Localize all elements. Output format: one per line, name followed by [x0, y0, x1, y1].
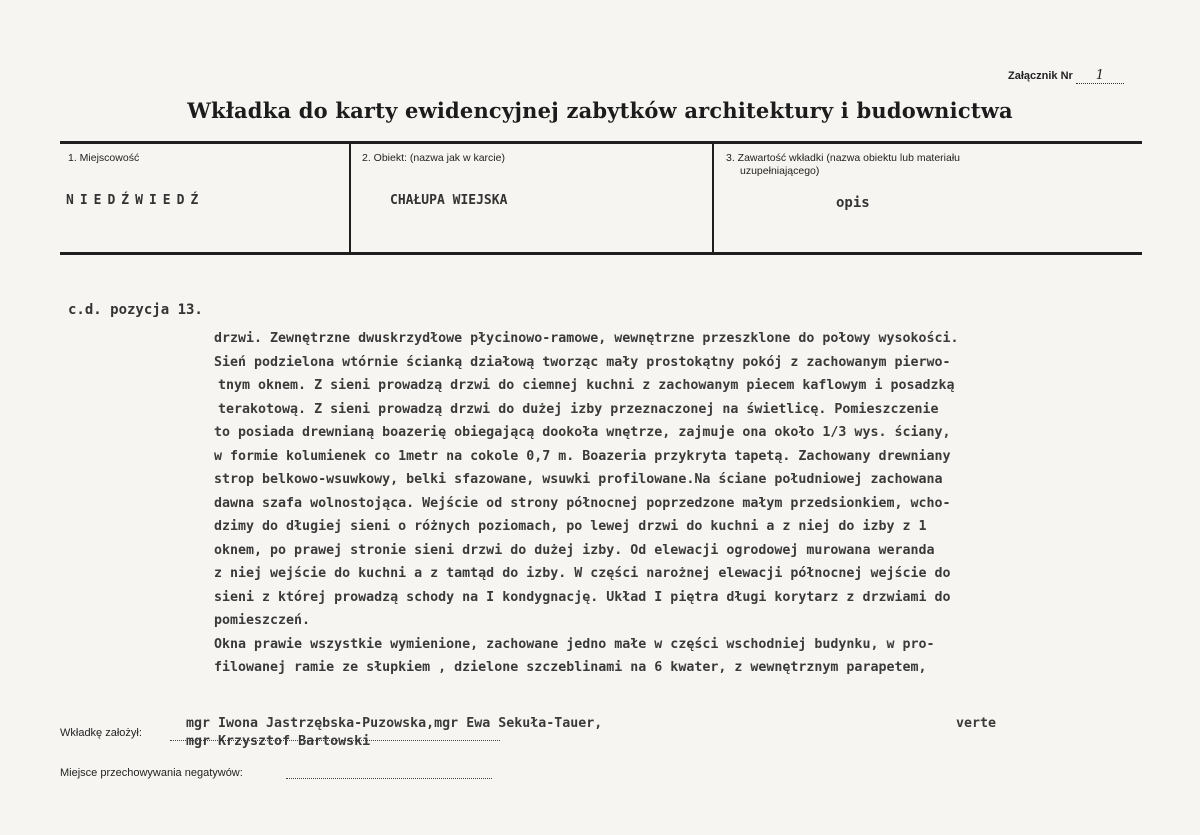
text-line: z niej wejście do kuchni a z tamtąd do izby. W części narożnej elewacji północnej wejście do [214, 566, 951, 581]
contents-label-line2: uzupełniającego) [740, 165, 820, 177]
text-line: oknem, po prawej stronie sieni drzwi do dużej izby. Od elewacji ogrodowej murowana weranda [214, 542, 935, 558]
locality-label: 1. Miejscowość [68, 152, 140, 164]
contents-label-line1: 3. Zawartość wkładki (nazwa obiektu lub materiału [726, 152, 961, 164]
author-label: Wkładkę założył: [60, 727, 142, 739]
text-line: Sień podzielona wtórnie ścianką działową tworząc mały prostokątny pokój z zachowanym pierwo- [214, 354, 951, 370]
cell-divider-1 [349, 141, 351, 255]
continuation-note: c.d. pozycja 13. [68, 302, 203, 318]
contents-value: opis [836, 195, 870, 211]
text-line: pomieszczeń. [214, 613, 311, 628]
text-line: dawna szafa wolnostojąca. Wejście od strony północnej poprzedzone małym przedsionkiem, wcho- [214, 495, 951, 511]
text-line: sieni z której prowadzą schody na I kondygnację. Układ I piętra długi korytarz z drzwiami do [214, 589, 951, 605]
authors-line-2: mgr Krzysztof Bartowski [186, 734, 371, 749]
locality-value: NIEDŹWIEDŹ [66, 193, 205, 208]
description-text [214, 327, 1180, 680]
text-line: filowanej ramie ze słupkiem , dzielone szczeblinami na 6 kwater, z wewnętrznym parapetem, [214, 660, 927, 675]
table-bottom-border [60, 252, 1142, 255]
text-line: to posiada drewnianą boazerię obiegającą dookoła wnętrze, zajmuje ona około 1/3 wys. ściany, [214, 425, 951, 440]
object-value: CHAŁUPA WIEJSKA [390, 193, 508, 208]
authors-line-1: mgr Iwona Jastrzębska-Puzowska,mgr Ewa Sekuła-Tauer, [186, 716, 603, 731]
cell-divider-2 [712, 141, 714, 255]
text-line: Okna prawie wszystkie wymienione, zachowane jedno małe w części wschodniej budynku, w pro- [214, 636, 935, 652]
text-line: w formie kolumienek co 1metr na cokole 0,7 m. Boazeria przykryta tapetą. Zachowany drewniany [214, 448, 951, 464]
text-line: strop belkowo-wsuwkowy, belki sfazowane, wsuwki profilowane.Na ściane południowej zachowana [214, 472, 943, 487]
contents-label [726, 152, 960, 178]
annex-label: Załącznik Nr [1008, 70, 1073, 82]
page-title: Wkładka do karty ewidencyjnej zabytków architektury i budownictwa [187, 98, 1013, 123]
table-top-border [60, 141, 1142, 144]
object-label: 2. Obiekt: (nazwa jak w karcie) [362, 152, 505, 164]
negatives-dotted-line [286, 777, 492, 779]
text-line: tnym oknem. Z sieni prowadzą drzwi do ciemnej kuchni z zachowanym piecem kaflowym i posadzką [218, 378, 955, 393]
text-line: terakotową. Z sieni prowadzą drzwi do dużej izby przeznaczonej na świetlicę. Pomieszczenie [218, 401, 939, 417]
verte-note: verte [956, 716, 997, 731]
text-line: drzwi. Zewnętrzne dwuskrzydłowe płycinowo-ramowe, wewnętrzne przeszklone do połowy wysokości. [214, 331, 959, 346]
annex-number [1008, 68, 1124, 84]
text-line: dzimy do długiej sieni o różnych poziomach, po lewej drzwi do kuchni a z niej do izby z 1 [214, 519, 927, 534]
negatives-label: Miejsce przechowywania negatywów: [60, 767, 243, 779]
annex-value: 1 [1076, 68, 1124, 84]
